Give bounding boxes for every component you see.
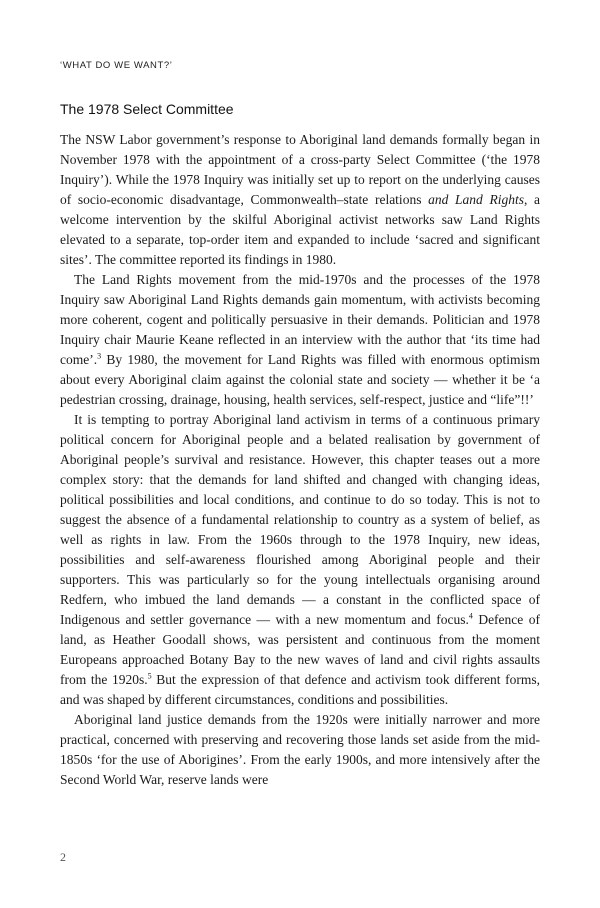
paragraph-1-emphasis: and Land Rights [428,192,524,207]
footnote-ref-4[interactable]: 4 [468,611,473,621]
paragraph-4 [60,710,540,790]
paragraph-3-text-a: It is tempting to portray Aboriginal land activism in terms of a continuous primary political concern for Aboriginal people and a belated realisation by government of Aboriginal people’s survival and resistance. However, this chapter teases out a more complex story: that the demands for land shifted and changed with changing ideas, political possibilities and local conditions, and continue to do so today. This is not to suggest the absence of a fundamental relationship to country as a system of belief, as well as rights in law. From the 1960s through to the 1978 Inquiry, new ideas, possibilities and self-awareness flourished among Aboriginal people and their supporters. This was particularly so for the young intellectuals organising around Redfern, who imbued the land demands — a constant in the conflicted space of Indigenous and settler governance — with a new momentum and focus. [60,412,540,627]
footnote-ref-5[interactable]: 5 [147,671,152,681]
paragraph-3-text-c: But the expression of that defence and activism took different forms, and was shaped by different circumstances, conditions and possibilities. [60,672,540,707]
paragraph-4-text-a: Aboriginal land justice demands from the 1920s were initially narrower and more practical, concerned with preserving and recovering those lands set aside from the mid-1850s ‘for the use of Aborigines’. From the early 1900s, and more intensively after the Second World War, reserve lands were [60,712,540,787]
paragraph-1-text-a: The NSW Labor government’s response to Aboriginal land demands formally began in November 1978 with the appointment of a cross-party Select Committee (‘the 1978 Inquiry’). While the 1978 Inquiry was initially set up to report on the underlying causes of socio-economic disadvantage, Commonwealth–state relations [60,132,540,207]
paragraph-2-text-b: By 1980, the movement for Land Rights was filled with enormous optimism about every Aboriginal claim against the colonial state and society — whether it be ‘a pedestrian crossing, drainage, housing, health services, self-respect, justice and “life”!!’ [60,352,540,407]
paragraph-1 [60,130,540,270]
paragraph-2-text-a: The Land Rights movement from the mid-1970s and the processes of the 1978 Inquiry saw Aboriginal Land Rights demands gain momentum, with activists becoming more coherent, cogent and politically persuasive in their demands. Politician and 1978 Inquiry chair Maurie Keane reflected in an interview with the author that ‘its time had come’. [60,272,540,367]
paragraph-3-text-b: Defence of land, as Heather Goodall shows, was persistent and continuous from the moment Europeans approached Botany Bay to the new waves of land and civil rights assaults from the 1920s. [60,612,540,687]
running-head: ‘WHAT DO WE WANT?’ [60,60,173,71]
section-title: The 1978 Select Committee [60,101,234,117]
paragraph-3 [60,410,540,710]
paragraph-2 [60,270,540,410]
body-text [60,130,540,790]
footnote-ref-3[interactable]: 3 [97,351,102,361]
page-number: 2 [60,850,66,864]
paragraph-1-text-b: , a welcome intervention by the skilful Aboriginal activist networks saw Land Rights elevated to a separate, top-order item and expanded to include ‘sacred and significant sites’. The committee reported its findings in 1980. [60,192,540,267]
